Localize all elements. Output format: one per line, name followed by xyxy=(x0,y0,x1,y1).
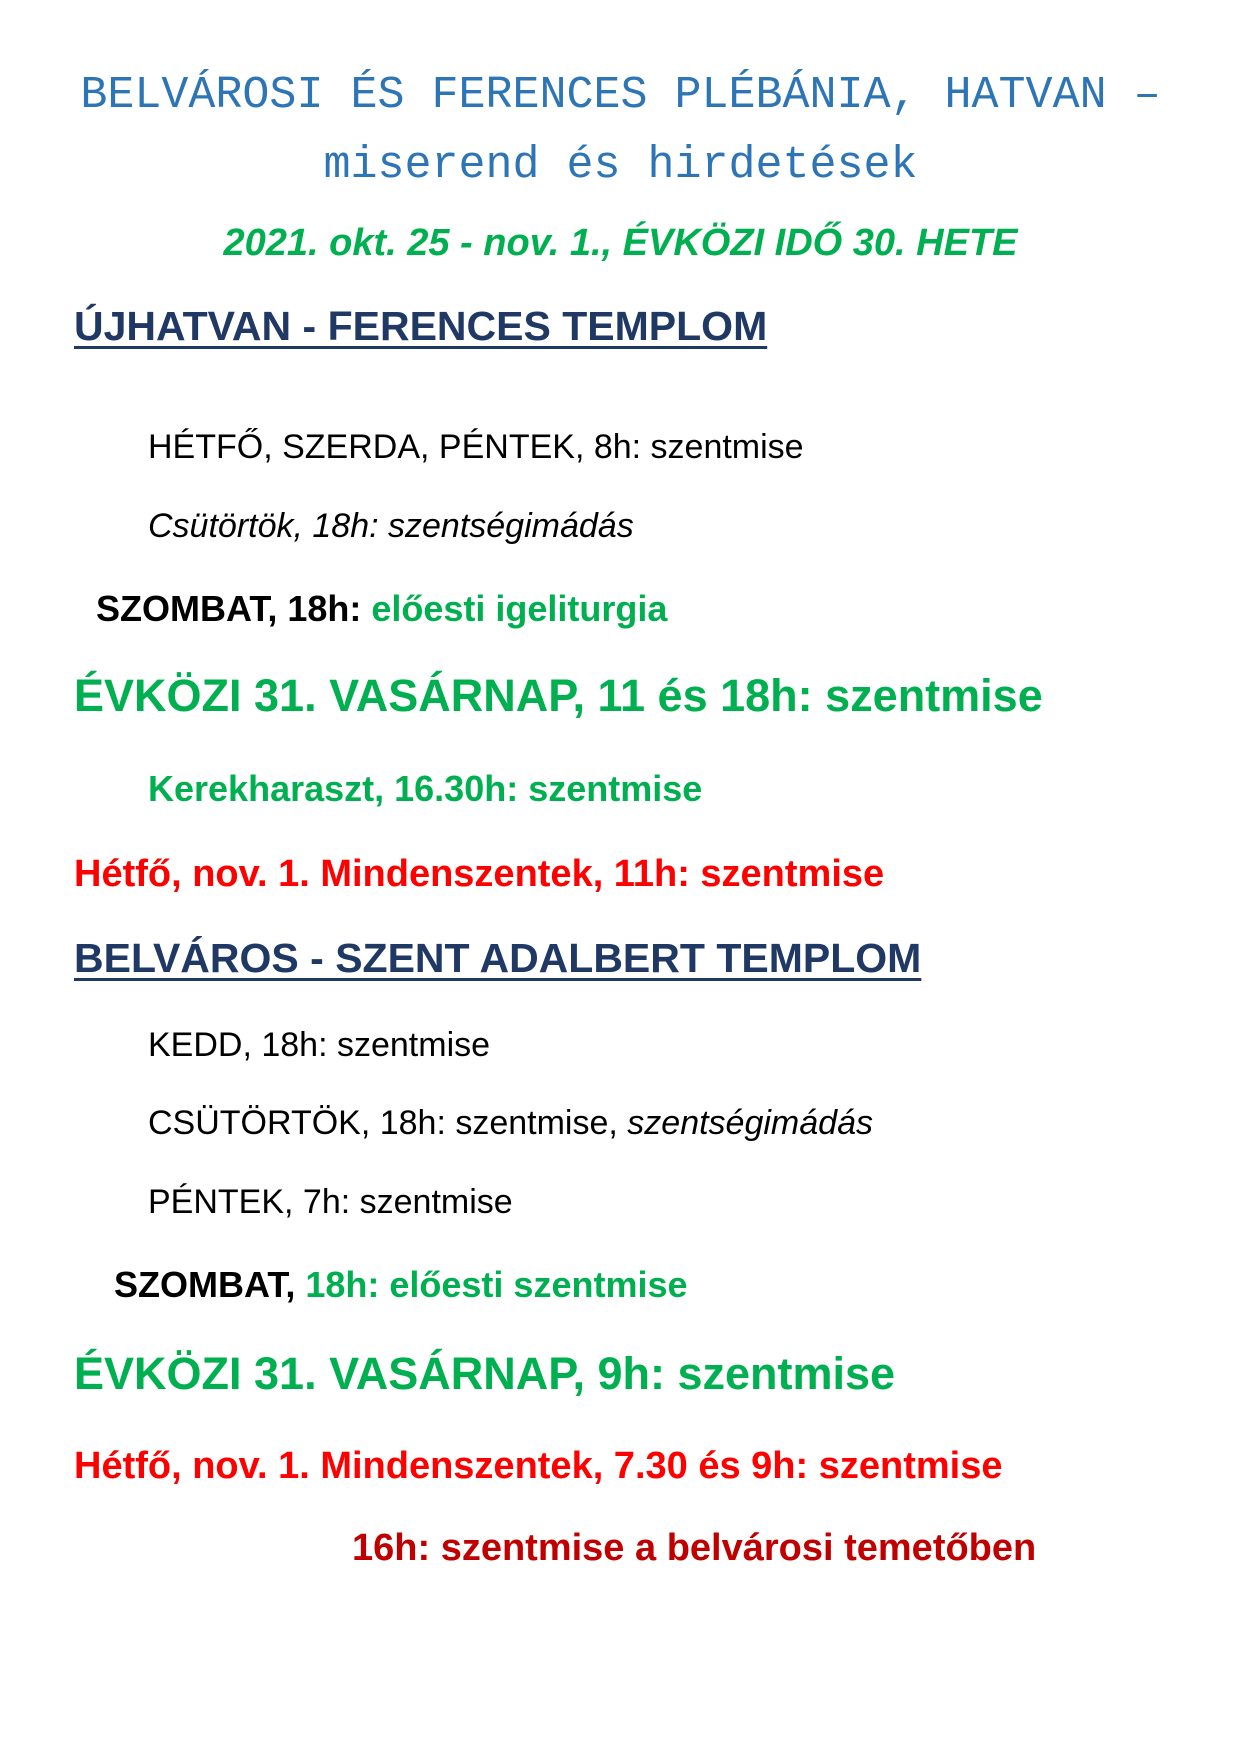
belvaros-thursday xyxy=(148,1104,873,1143)
ujhatvan-heading: ÚJHATVAN - FERENCES TEMPLOM xyxy=(74,303,768,349)
ujhatvan-allsaints: Hétfő, nov. 1. Mindenszentek, 11h: szentmise xyxy=(74,853,885,895)
ujhatvan-thursday: Csütörtök, 18h: szentségimádás xyxy=(148,507,634,545)
belvaros-tuesday: KEDD, 18h: szentmise xyxy=(148,1026,491,1064)
belvaros-saturday-value: 18h: előesti szentmise xyxy=(305,1264,688,1305)
belvaros-thursday-italic: szentségimádás xyxy=(627,1104,873,1142)
ujhatvan-saturday-label: SZOMBAT, 18h: xyxy=(96,588,362,629)
belvaros-allsaints: Hétfő, nov. 1. Mindenszentek, 7.30 és 9h: szentmise xyxy=(74,1445,1003,1487)
belvaros-heading: BELVÁROS - SZENT ADALBERT TEMPLOM xyxy=(74,935,922,981)
belvaros-friday: PÉNTEK, 7h: szentmise xyxy=(148,1183,513,1221)
belvaros-saturday-label: SZOMBAT, xyxy=(114,1264,296,1305)
belvaros-saturday xyxy=(114,1264,688,1306)
ujhatvan-kerekharaszt: Kerekharaszt, 16.30h: szentmise xyxy=(148,768,703,809)
ujhatvan-saturday xyxy=(96,588,667,630)
belvaros-sunday: ÉVKÖZI 31. VASÁRNAP, 9h: szentmise xyxy=(74,1348,896,1399)
ujhatvan-saturday-value: előesti igeliturgia xyxy=(371,588,668,629)
week-heading: 2021. okt. 25 - nov. 1., ÉVKÖZI IDŐ 30. HETE xyxy=(223,222,1018,264)
ujhatvan-sunday: ÉVKÖZI 31. VASÁRNAP, 11 és 18h: szentmise xyxy=(74,670,1043,721)
ujhatvan-weekdays: HÉTFŐ, SZERDA, PÉNTEK, 8h: szentmise xyxy=(148,428,804,466)
parish-title: BELVÁROSI ÉS FERENCES PLÉBÁNIA, HATVAN – xyxy=(80,70,1161,121)
belvaros-cemetery: 16h: szentmise a belvárosi temetőben xyxy=(352,1527,1037,1569)
belvaros-thursday-main: CSÜTÖRTÖK, 18h: szentmise, xyxy=(148,1104,618,1142)
parish-subtitle: miserend és hirdetések xyxy=(323,140,918,191)
